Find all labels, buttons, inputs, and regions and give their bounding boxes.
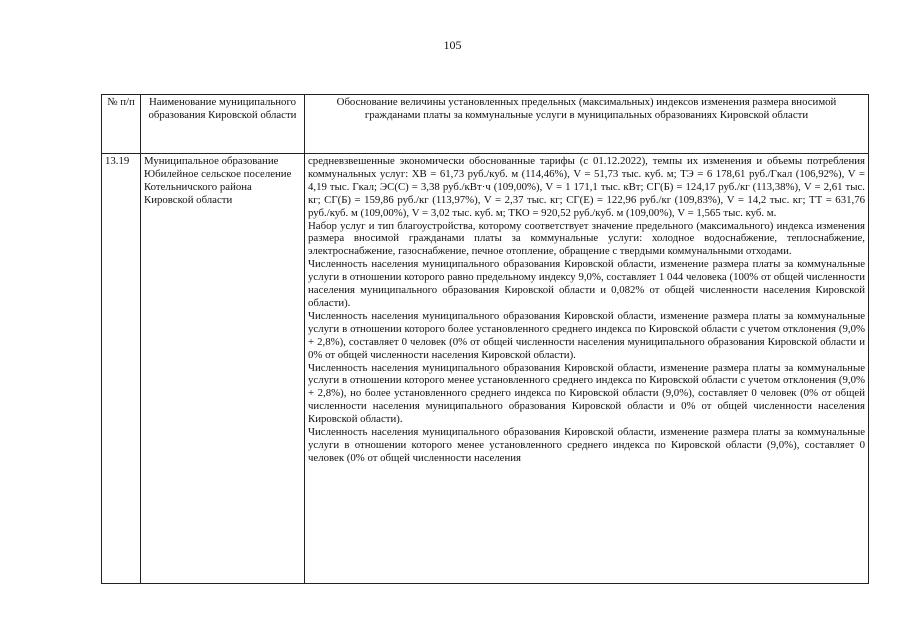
paragraph-population-above: Численность населения муниципального образования Кировской области, изменение размера платы за коммунальные услуги в отношении которого более установленного среднего индекса по Кировской области с учетом отклонения (9,0% + 2,8%), составляет 0 человек (0% от общей численности населения муниципального образования Кировской области и 0% от общей численности населения Кировской области). bbox=[308, 309, 865, 361]
paragraph-population-below: Численность населения муниципального образования Кировской области, изменение размера платы за коммунальные услуги в отношении которого менее установленного среднего индекса по Кировской области (9,0%), составляет 0 человек (0% от общей численности населения bbox=[308, 426, 865, 464]
page-number: 105 bbox=[443, 38, 462, 52]
paragraph-tariffs: средневзвешенные экономически обоснованные тарифы (с 01.12.2022), темпы их изменения и объемы потребления коммунальных услуг: ХВ = 61,73 руб./куб. м (114,46%), V = 51,73 тыс. куб. м; ТЭ = 6 178,61 руб./Гкал (106,92%), V = 4,19 тыс. Гкал; ЭС(С) = 3,38 руб./кВт·ч (109,00%), V = 1 171,1 тыс. кВт; СГ(Б) = 124,17 руб./кг (113,38%), V = 2,61 тыс. кг; СГ(Б) = 159,86 руб./кг (113,97%), V = 2,37 тыс. кг; СГ(Е) = 122,96 руб./кг (109,83%), V = 14,2 тыс. кг; ТТ = 631,76 руб./куб. м (109,00%), V = 3,02 тыс. куб. м; ТКО = 920,52 руб./куб. м (109,00%), V = 1,565 тыс. куб. м. bbox=[308, 155, 865, 219]
justification-text bbox=[305, 154, 869, 584]
paragraph-population-equal: Численность населения муниципального образования Кировской области, изменение размера платы за коммунальные услуги в отношении которого равно предельному индексу 9,0%, составляет 1 044 человека (100% от общей численности населения муниципального образования Кировской области и 0,082% от общей численности населения Кировской области). bbox=[308, 258, 865, 309]
header-justification: Обоснование величины установленных предельных (максимальных) индексов изменения размера вносимой гражданами платы за коммунальные услуги в муниципальных образованиях Кировской области bbox=[305, 95, 869, 154]
table-header-row bbox=[102, 95, 869, 154]
paragraph-services-set: Набор услуг и тип благоустройства, которому соответствует значение предельного (максимального) индекса изменения размера вносимой гражданами платы за коммунальные услуги: холодное водоснабжение, теплоснабжение, электроснабжение, газоснабжение, печное отопление, обращение с твердыми коммунальными отходами. bbox=[308, 219, 865, 258]
tariff-justification-table bbox=[101, 94, 869, 584]
row-number: 13.19 bbox=[102, 154, 141, 584]
paragraph-population-between: Численность населения муниципального образования Кировской области, изменение размера платы за коммунальные услуги в отношении которого менее установленного среднего индекса по Кировской области с учетом отклонения (9,0% + 2,8%), но более установленного среднего индекса по Кировской области (9,0%), составляет 0 человек (0% от общей численности населения муниципального образования Кировской области и 0% от общей численности населения Кировской области). bbox=[308, 361, 865, 426]
table-row bbox=[102, 154, 869, 584]
municipality-name: Муниципальное образование Юбилейное сельское поселение Котельничского района Кировской области bbox=[141, 154, 305, 584]
header-number: № п/п bbox=[102, 95, 141, 154]
header-municipality-name: Наименование муниципального образования Кировской области bbox=[141, 95, 305, 154]
